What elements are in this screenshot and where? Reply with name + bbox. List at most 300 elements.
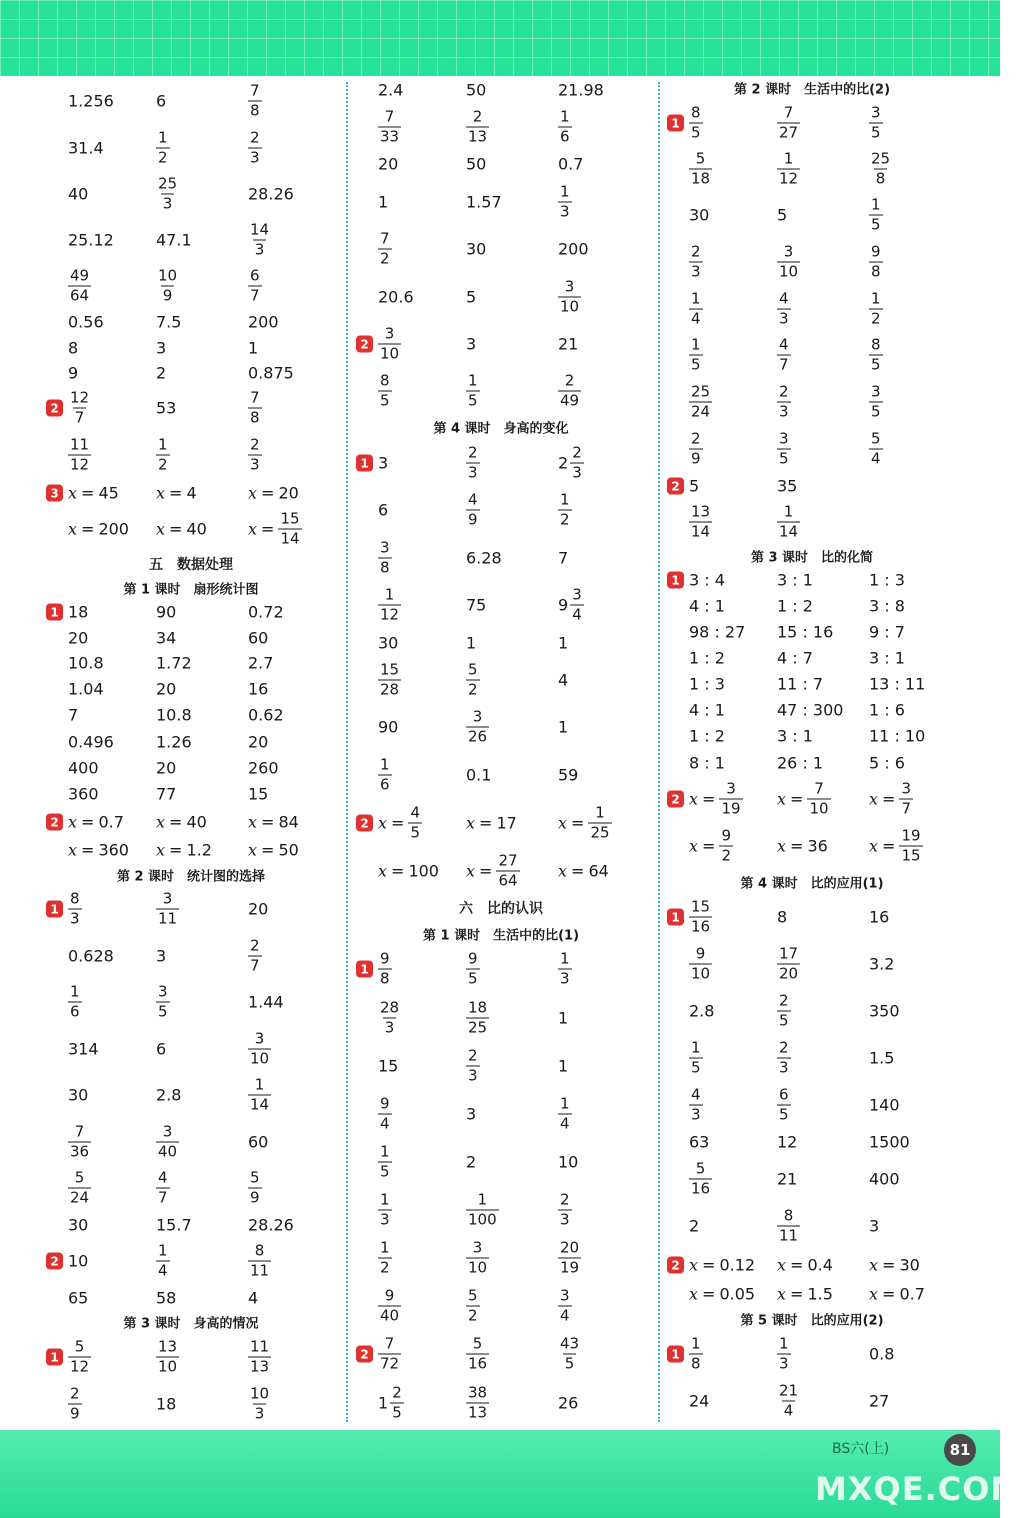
lesson-title: 第 5 课时 比的应用(2)	[740, 1313, 884, 1329]
numerator: 1	[871, 195, 881, 214]
fraction	[496, 851, 519, 890]
answer-cell	[68, 733, 114, 752]
answer-cell	[156, 339, 166, 358]
mixed-whole: 9	[558, 595, 569, 615]
denominator: 3	[468, 463, 478, 482]
answer-cell	[248, 733, 268, 752]
answer-cell	[466, 1153, 476, 1172]
equals-sign: =	[169, 519, 183, 539]
answer-cell	[777, 1170, 797, 1189]
answer-text: 1.26	[156, 732, 192, 752]
fraction	[777, 149, 800, 188]
answer-cell	[558, 718, 568, 737]
answer-text: 3	[466, 1104, 477, 1124]
answer-cell	[558, 107, 572, 146]
answer-text: 28.26	[248, 184, 294, 204]
answer-text: 0.496	[68, 732, 114, 752]
answer-text: 1.5	[869, 1048, 895, 1068]
answer-cell	[378, 949, 392, 988]
numerator: 17	[779, 944, 799, 963]
answer-text: 5 : 6	[869, 753, 905, 773]
denominator: 16	[691, 1179, 711, 1198]
answer-text: 4 : 1	[689, 596, 725, 616]
denominator: 24	[70, 1188, 90, 1207]
answer-cell	[248, 128, 262, 167]
answer-text: 28.26	[248, 1215, 294, 1235]
answer-cell	[558, 949, 572, 988]
answer-text: 5	[777, 205, 788, 225]
answer-cell	[248, 313, 279, 332]
answer-cell	[777, 571, 813, 590]
answer-text: 1.44	[248, 992, 284, 1012]
answer-cell	[378, 324, 401, 363]
denominator: 12	[380, 605, 400, 624]
answer-text: 30	[466, 239, 487, 259]
answer-cell	[777, 944, 800, 983]
numerator: 10	[158, 266, 178, 285]
fraction	[777, 991, 791, 1030]
denominator: 16	[691, 917, 711, 936]
answer-text: 21	[777, 1169, 798, 1189]
variable-x: x	[68, 483, 78, 503]
numerator: 5	[74, 1337, 85, 1356]
question-number-badge: 1	[356, 961, 373, 978]
denominator: 8	[250, 408, 260, 427]
answer-cell	[68, 1086, 88, 1105]
numerator: 9	[380, 949, 390, 968]
denominator: 5	[871, 123, 881, 142]
numerator: 8	[254, 1241, 265, 1260]
numerator: 2	[572, 443, 582, 462]
fraction	[68, 982, 82, 1021]
answer-text: 17	[496, 813, 517, 833]
denominator: 3	[560, 202, 570, 221]
answer-cell	[466, 1286, 480, 1325]
answer-cell	[248, 603, 284, 622]
numerator: 3	[726, 779, 736, 798]
answer-cell	[156, 654, 192, 673]
fraction	[466, 1190, 499, 1229]
answer-text: 1.72	[156, 653, 192, 673]
answer-cell	[248, 900, 268, 919]
variable-x: x	[777, 789, 787, 809]
numerator: 9	[871, 242, 881, 261]
numerator: 5	[468, 660, 478, 679]
variable-x: x	[869, 789, 879, 809]
fraction	[869, 289, 883, 328]
answer-cell	[869, 1285, 925, 1304]
answer-cell	[777, 649, 813, 668]
numerator: 1	[380, 1238, 390, 1257]
answer-text: 50	[466, 154, 487, 174]
answer-text: 2	[689, 1216, 700, 1236]
answer-cell	[558, 585, 584, 624]
fraction	[68, 388, 91, 427]
answer-text: 3 : 1	[777, 570, 813, 590]
denominator: 10	[809, 799, 829, 818]
fraction	[248, 1029, 271, 1068]
denominator: 25	[468, 1018, 488, 1037]
denominator: 19	[721, 799, 741, 818]
answer-cell	[869, 335, 883, 374]
question-number-badge: 2	[46, 400, 63, 417]
denominator: 9	[70, 1404, 80, 1423]
answer-cell	[156, 706, 192, 725]
fraction	[558, 277, 581, 316]
answer-cell	[248, 339, 258, 358]
denominator: 6	[70, 1002, 80, 1021]
answer-cell	[248, 1289, 258, 1308]
answer-cell	[156, 1241, 170, 1280]
equals-sign: =	[702, 789, 716, 809]
answer-text: 45	[98, 483, 119, 503]
fraction	[689, 1334, 703, 1373]
denominator: 2	[468, 680, 478, 699]
answer-text: 1.5	[807, 1284, 833, 1304]
answer-text: 3 : 1	[869, 648, 905, 668]
denominator: 9	[162, 286, 173, 305]
answer-cell	[869, 1002, 900, 1021]
fraction	[378, 1238, 392, 1277]
answer-cell	[156, 603, 176, 622]
answer-cell	[869, 649, 905, 668]
answer-cell	[378, 193, 388, 212]
fraction	[156, 266, 179, 305]
answer-cell	[777, 675, 823, 694]
denominator: 9	[250, 1188, 260, 1207]
numerator: 9	[695, 944, 706, 963]
fraction	[689, 103, 703, 142]
variable-x: x	[378, 861, 388, 881]
denominator: 11	[158, 909, 178, 928]
answer-text: 15	[248, 784, 269, 804]
fraction	[248, 1168, 262, 1207]
numerator: 4	[468, 490, 478, 509]
denominator: 14	[779, 522, 799, 541]
answer-cell	[248, 785, 268, 804]
answer-cell	[248, 1133, 268, 1152]
answer-text: 30	[378, 633, 399, 653]
answer-column-2	[356, 78, 646, 1428]
answer-cell	[156, 399, 176, 418]
answer-cell	[689, 206, 709, 225]
answer-cell	[869, 597, 905, 616]
answer-text: 15	[378, 1056, 399, 1076]
fraction	[248, 435, 262, 474]
answer-text: 11 : 10	[869, 726, 926, 746]
answer-cell	[689, 502, 712, 541]
fraction	[558, 1094, 572, 1133]
answer-text: 5	[466, 287, 477, 307]
answer-cell	[869, 754, 905, 773]
numerator: 15	[691, 897, 711, 916]
answer-text: 18	[156, 1394, 177, 1414]
answer-text: 30	[68, 1085, 89, 1105]
answer-cell	[248, 388, 262, 427]
numerator: 2	[779, 382, 789, 401]
answer-cell	[466, 1190, 499, 1229]
answer-cell	[689, 623, 745, 642]
answer-cell	[378, 1286, 401, 1325]
answer-text: 2.8	[156, 1085, 182, 1105]
answer-cell	[466, 851, 520, 890]
answer-cell	[156, 484, 197, 503]
denominator: 2	[721, 846, 731, 865]
numerator: 3	[472, 707, 483, 726]
answer-cell	[869, 1096, 900, 1115]
answer-text: 9	[68, 363, 79, 383]
answer-cell	[466, 949, 480, 988]
fraction	[558, 1334, 581, 1373]
question-number-badge: 2	[356, 1346, 373, 1363]
answer-cell	[68, 1168, 91, 1207]
answer-text: 3 : 4	[689, 570, 725, 590]
answer-text: 8	[777, 907, 788, 927]
answer-text: 3 : 8	[869, 596, 905, 616]
variable-x: x	[558, 861, 568, 881]
answer-cell	[68, 603, 88, 622]
answer-cell	[689, 649, 725, 668]
denominator: 5	[380, 1162, 390, 1181]
numerator: 7	[814, 779, 824, 798]
variable-x: x	[777, 1284, 787, 1304]
answer-cell	[777, 908, 787, 927]
answer-text: 200	[98, 519, 129, 539]
equals-sign: =	[261, 812, 275, 832]
variable-x: x	[378, 813, 388, 833]
answer-text: 63	[689, 1132, 710, 1152]
fraction	[558, 182, 572, 221]
answer-cell	[156, 266, 179, 305]
numerator: 3	[162, 889, 173, 908]
variable-x: x	[156, 483, 166, 503]
denominator: 5	[564, 1354, 575, 1373]
denominator: 2	[158, 148, 168, 167]
answer-cell	[689, 1159, 712, 1198]
numerator: 13	[158, 1337, 178, 1356]
answer-text: 0.1	[466, 765, 492, 785]
answer-cell	[378, 998, 401, 1037]
fraction	[278, 509, 301, 548]
answer-cell	[558, 155, 583, 174]
column-divider	[658, 82, 660, 1422]
equals-sign: =	[479, 861, 493, 881]
denominator: 3	[691, 262, 701, 281]
numerator: 2	[70, 1384, 80, 1403]
answer-cell	[869, 1345, 894, 1364]
answer-text: 1	[248, 338, 259, 358]
numerator: 2	[392, 1383, 402, 1402]
fraction	[248, 388, 262, 427]
answer-cell	[777, 597, 813, 616]
denominator: 8	[380, 969, 390, 988]
numerator: 19	[901, 826, 921, 845]
answer-cell	[777, 701, 843, 720]
lesson-title: 第 2 课时 生活中的比(2)	[733, 82, 891, 98]
equals-sign: =	[81, 519, 95, 539]
answer-text: 4	[558, 670, 569, 690]
fraction	[378, 107, 401, 146]
fraction	[68, 1168, 91, 1207]
equals-sign: =	[261, 519, 275, 539]
answer-cell	[466, 155, 486, 174]
answer-cell	[466, 107, 489, 146]
fraction	[248, 266, 262, 305]
answer-text: 16	[248, 679, 269, 699]
answer-cell	[689, 675, 725, 694]
answer-cell	[689, 754, 725, 773]
fraction	[777, 429, 791, 468]
answer-text: 40	[68, 184, 89, 204]
answer-cell	[689, 1038, 703, 1077]
fraction	[156, 1337, 179, 1376]
numerator: 5	[74, 1168, 85, 1187]
denominator: 9	[691, 449, 701, 468]
numerator: 3	[472, 1238, 483, 1257]
answer-cell	[777, 1256, 833, 1275]
answer-text: 1 : 6	[869, 700, 905, 720]
answer-text: 30	[899, 1255, 920, 1275]
fraction	[466, 1383, 489, 1422]
answer-cell	[156, 1337, 179, 1376]
fraction	[689, 289, 703, 328]
answer-text: 200	[558, 239, 589, 259]
numerator: 3	[901, 779, 911, 798]
denominator: 8	[875, 169, 886, 188]
answer-cell	[156, 841, 212, 860]
question-number-badge: 1	[667, 115, 684, 132]
fraction	[777, 1206, 800, 1245]
mixed-number	[378, 1383, 404, 1422]
numerator: 9	[384, 1286, 395, 1305]
numerator: 1	[560, 1094, 570, 1113]
numerator: 1	[560, 490, 570, 509]
fraction	[689, 242, 703, 281]
answer-cell	[777, 1381, 800, 1420]
answer-cell	[777, 727, 813, 746]
fraction	[558, 490, 572, 529]
numerator: 2	[691, 242, 701, 261]
answer-cell	[378, 501, 388, 520]
denominator: 10	[468, 1258, 488, 1277]
answer-cell	[558, 277, 581, 316]
question-number-badge: 2	[667, 791, 684, 808]
equals-sign: =	[81, 812, 95, 832]
fraction	[248, 220, 271, 259]
numerator: 11	[70, 435, 90, 454]
fraction	[68, 1384, 82, 1423]
denominator: 3	[560, 1210, 570, 1229]
question-number-badge: 2	[667, 478, 684, 495]
answer-text: 20.6	[378, 287, 414, 307]
numerator: 9	[721, 826, 731, 845]
answer-cell	[156, 174, 179, 213]
answer-cell	[156, 813, 207, 832]
fraction	[570, 443, 584, 482]
denominator: 14	[691, 522, 711, 541]
fraction	[68, 266, 91, 305]
numerator: 13	[691, 502, 711, 521]
denominator: 2	[158, 455, 168, 474]
variable-x: x	[869, 1255, 879, 1275]
denominator: 40	[158, 1142, 178, 1161]
answer-text: 1 : 2	[689, 726, 725, 746]
variable-x: x	[156, 812, 166, 832]
answer-cell	[689, 1392, 709, 1411]
answer-text: 20	[68, 628, 89, 648]
answer-cell	[869, 1217, 879, 1236]
question-number-badge: 1	[46, 1349, 63, 1366]
answer-cell	[68, 1216, 88, 1235]
numerator: 3	[572, 585, 582, 604]
answer-cell	[248, 185, 294, 204]
answer-cell	[466, 81, 486, 100]
answer-text: 1.256	[68, 91, 114, 111]
variable-x: x	[68, 519, 78, 539]
answer-cell	[869, 675, 925, 694]
answer-cell	[689, 1002, 714, 1021]
answer-cell	[248, 654, 273, 673]
numerator: 8	[70, 889, 80, 908]
answer-cell	[869, 195, 883, 234]
question-number-badge: 1	[667, 572, 684, 589]
equals-sign: =	[882, 789, 896, 809]
answer-text: 30	[689, 205, 710, 225]
answer-cell	[777, 149, 800, 188]
numerator: 8	[691, 103, 701, 122]
answer-text: 10.8	[68, 653, 104, 673]
answer-cell	[558, 1394, 578, 1413]
answer-text: 6.28	[466, 548, 502, 568]
numerator: 4	[779, 335, 789, 354]
answer-cell	[689, 571, 725, 590]
answer-cell	[248, 1029, 271, 1068]
answer-text: 20	[248, 732, 269, 752]
fraction	[408, 803, 422, 842]
answer-cell	[68, 313, 104, 332]
denominator: 36	[70, 1142, 90, 1161]
answer-text: 260	[248, 758, 279, 778]
denominator: 26	[468, 727, 488, 746]
denominator: 8	[250, 101, 260, 120]
answer-text: 58	[156, 1288, 177, 1308]
numerator: 7	[384, 107, 395, 126]
variable-x: x	[689, 1284, 699, 1304]
answer-text: 15.7	[156, 1215, 192, 1235]
numerator: 7	[783, 103, 794, 122]
equals-sign: =	[790, 836, 804, 856]
fraction	[689, 1159, 712, 1198]
answer-text: 2	[466, 1152, 477, 1172]
answer-cell	[466, 549, 502, 568]
fraction	[719, 826, 733, 865]
denominator: 2	[468, 1306, 478, 1325]
answer-cell	[68, 889, 82, 928]
numerator: 28	[380, 998, 400, 1017]
answer-cell	[68, 435, 91, 474]
numerator: 5	[472, 1334, 483, 1353]
denominator: 19	[560, 1258, 580, 1277]
denominator: 10	[158, 1357, 178, 1376]
answer-cell	[156, 1086, 181, 1105]
numerator: 5	[695, 149, 706, 168]
denominator: 3	[779, 1354, 789, 1373]
fraction	[558, 1286, 572, 1325]
answer-cell	[248, 841, 299, 860]
answer-cell	[156, 785, 176, 804]
answer-cell	[777, 754, 823, 773]
denominator: 2	[380, 1258, 390, 1277]
